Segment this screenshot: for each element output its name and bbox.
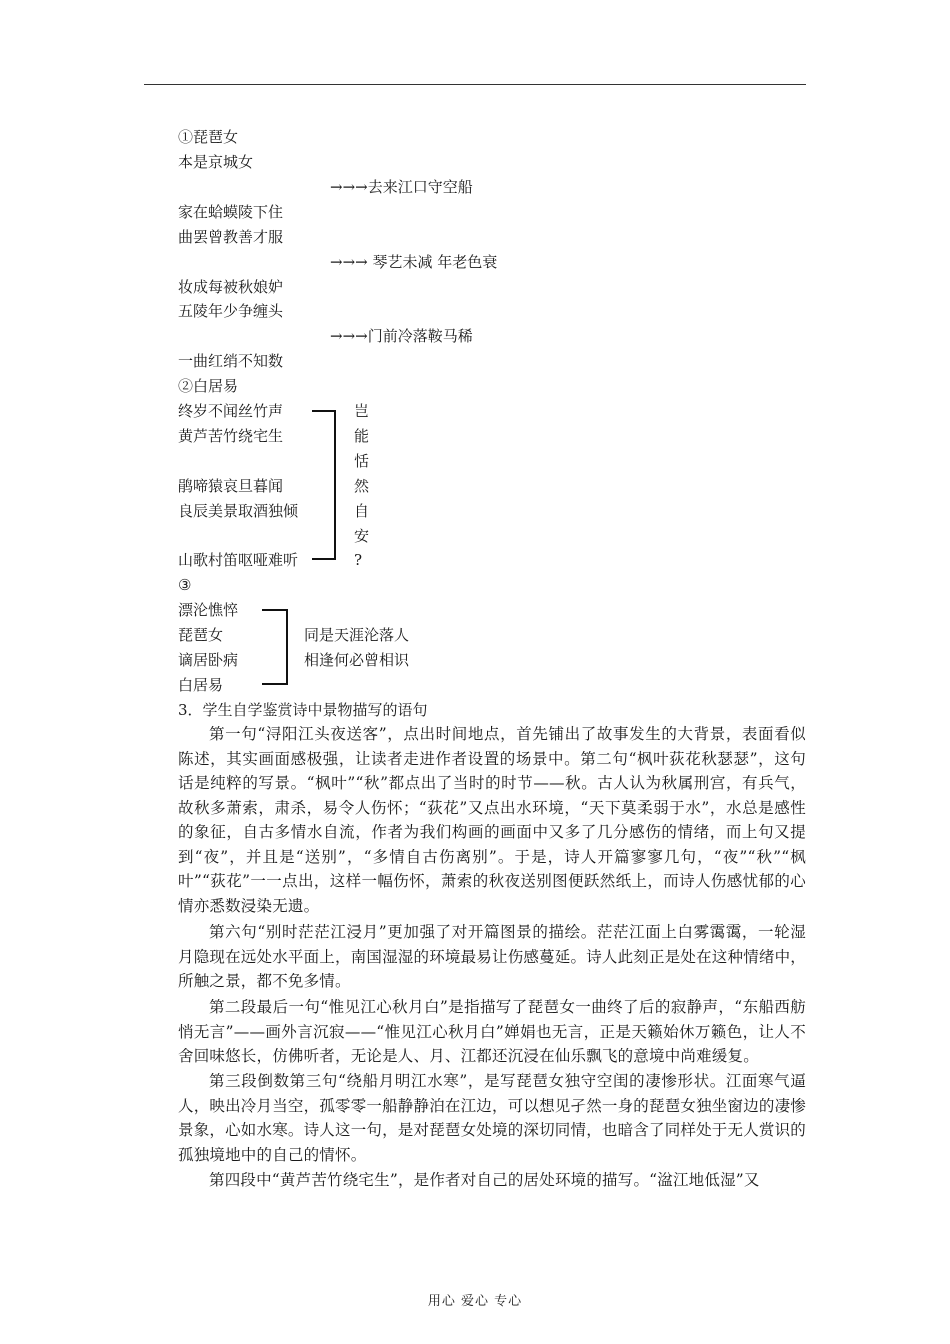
section1-arrow-line: →→→ 琴艺未减 年老色衰 <box>330 253 498 271</box>
body-text <box>178 995 806 1069</box>
bracket-vertical <box>334 410 336 560</box>
vertical-char: 自 <box>354 502 370 520</box>
bracket-bottom-arm <box>262 683 288 685</box>
paragraph: 第四段中“黄芦苦竹绕宅生”，是作者对自己的居处环境的描写。“湓江地低湿”又 <box>209 1171 760 1189</box>
paragraph: 第二段最后一句“惟见江心秋月白”是指描写了琵琶女一曲终了后的寂静声，“东船西舫悄无言”——画外言沉寂——“惟见江心秋月白”婵娟也无言，正是天籁始休万籁色，让人不舍回味悠长，仿佛听者，无论是人、月、江都还沉浸在仙乐飘飞的意境中尚难缓复。 <box>178 998 806 1065</box>
section3-line: 白居易 <box>178 676 224 694</box>
body-text <box>178 1069 806 1167</box>
section1-arrow-line: →→→去来江口守空船 <box>330 178 473 196</box>
vertical-char: ? <box>354 551 363 569</box>
section1-line: 本是京城女 <box>178 153 254 171</box>
paragraph: 第一句“浔阳江头夜送客”，点出时间地点，首先铺出了故事发生的大背景，表面看似陈述，其实画面感极强，让读者走进作者设置的场景中。第二句“枫叶荻花秋瑟瑟”，这句话是纯粹的写景。“枫叶”“秋”都点出了当时的时节——秋。古人认为秋属刑宫，有兵气，故秋多萧索，肃杀，易令人伤怀；“荻花”又点出水环境，“天下莫柔弱于水”，水总是感性的象征，自古多情水自流，作者为我们构画的画面中又多了几分感伤的情绪，而上句又提到“夜”，并且是“送别”，“多情自古伤离别”。于是，诗人开篇寥寥几句，“夜”“秋”“枫叶”“荻花”一一点出，这样一幅伤怀，萧索的秋夜送别图便跃然纸上，而诗人伤感忧郁的心情亦悉数浸染无遗。 <box>178 725 806 915</box>
section2-line: 良辰美景取酒独倾 <box>178 502 299 520</box>
section1-label: ①琵琶女 <box>178 128 239 146</box>
body-text <box>178 920 806 994</box>
bracket-vertical <box>286 609 288 685</box>
body-text <box>178 1168 806 1193</box>
bracket-top-arm <box>312 410 336 412</box>
section3-line: 漂沦憔悴 <box>178 601 239 619</box>
section1-line: 曲罢曾教善才服 <box>178 228 284 246</box>
section3-line: 谪居卧病 <box>178 651 239 669</box>
section1-arrow-line: →→→门前冷落鞍马稀 <box>330 327 473 345</box>
vertical-char: 能 <box>354 427 370 445</box>
vertical-char: 岂 <box>354 402 370 420</box>
section2-line: 黄芦苦竹绕宅生 <box>178 427 284 445</box>
bracket-bottom-arm <box>312 558 336 560</box>
section1-line: 妆成每被秋娘妒 <box>178 278 284 296</box>
section3-right-line: 同是天涯沦落人 <box>304 626 410 644</box>
vertical-char: 安 <box>354 527 370 545</box>
section2-line: 终岁不闻丝竹声 <box>178 402 284 420</box>
bracket-top-arm <box>262 609 288 611</box>
section2-label: ②白居易 <box>178 377 239 395</box>
section1-line: 家在蛤蟆陵下住 <box>178 203 284 221</box>
header-rule <box>144 84 806 85</box>
paragraph: 第六句“别时茫茫江浸月”更加强了对开篇图景的描绘。茫茫江面上白雾霭霭，一轮湿月隐现在远处水平面上，南国湿湿的环境最易让伤感蔓延。诗人此刻正是处在这种情绪中，所触之景，都不免多情。 <box>178 923 807 990</box>
section1-line: 一曲红绡不知数 <box>178 352 284 370</box>
paragraph: 第三段倒数第三句“绕船月明江水寒”，是写琵琶女独守空闺的凄惨形状。江面寒气逼人，映出冷月当空，孤零零一船静静泊在江边，可以想见孑然一身的琵琶女独坐窗边的凄惨景象，心如水寒。诗人这一句，是对琵琶女处境的深切同情，也暗含了同样处于无人赏识的孤独境地中的自己的情怀。 <box>178 1072 807 1164</box>
vertical-char: 然 <box>354 477 370 495</box>
section2-line: 山歌村笛呕哑难听 <box>178 551 299 569</box>
section1-line: 五陵年少争缠头 <box>178 302 284 320</box>
section3-label: ③ <box>178 576 192 594</box>
section-heading: 3．学生自学鉴赏诗中景物描写的语句 <box>178 701 428 719</box>
body-text <box>178 722 806 918</box>
page-footer: 用心 爱心 专心 <box>427 1294 523 1309</box>
section3-right-line: 相逢何必曾相识 <box>304 651 410 669</box>
section2-line: 鹃啼猿哀旦暮闻 <box>178 477 284 495</box>
vertical-char: 恬 <box>354 452 370 470</box>
section3-line: 琵琶女 <box>178 626 224 644</box>
